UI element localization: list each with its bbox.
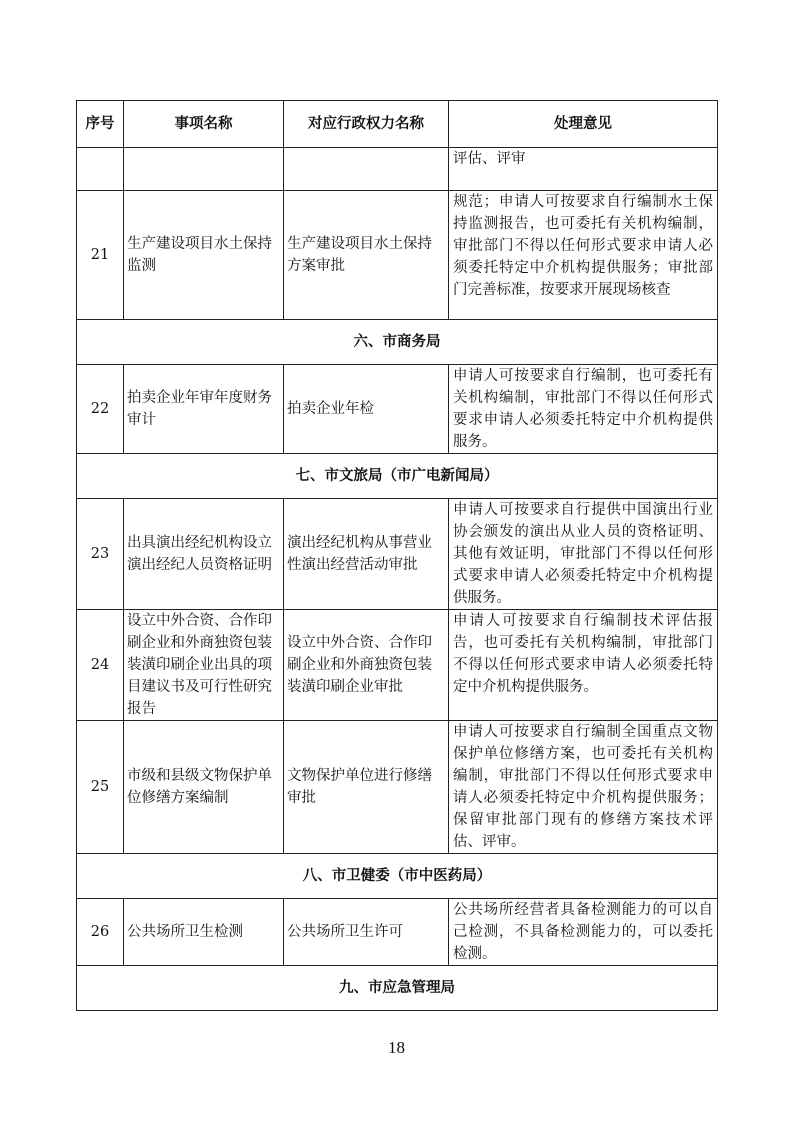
cell-opinion: 申请人可按要求自行编制，也可委托有关机构编制，审批部门不得以任何形式要求申请人必须委托特定中介机构提供服务。 xyxy=(449,365,718,454)
cell-opinion: 评估、评审 xyxy=(449,148,718,191)
cell-power: 设立中外合资、合作印刷企业和外商独资包装装潢印刷企业审批 xyxy=(284,610,449,721)
cell-power: 文物保护单位进行修缮审批 xyxy=(284,721,449,854)
table-row xyxy=(77,191,718,320)
section-row xyxy=(77,320,718,365)
cell-no: 21 xyxy=(77,191,124,320)
cell-item: 拍卖企业年审年度财务审计 xyxy=(124,365,284,454)
section-row xyxy=(77,966,718,1011)
table-row xyxy=(77,721,718,854)
header-item-name: 事项名称 xyxy=(124,101,284,148)
cell-power: 演出经纪机构从事营业性演出经营活动审批 xyxy=(284,499,449,610)
section-row xyxy=(77,854,718,899)
header-no: 序号 xyxy=(77,101,124,148)
cell-power: 拍卖企业年检 xyxy=(284,365,449,454)
cell-opinion: 申请人可按要求自行编制技术评估报告，也可委托有关机构编制，审批部门不得以任何形式要求申请人必须委托特定中介机构提供服务。 xyxy=(449,610,718,721)
cell-power: 生产建设项目水土保持方案审批 xyxy=(284,191,449,320)
page-number: 18 xyxy=(388,1038,405,1057)
cell-item: 生产建设项目水土保持监测 xyxy=(124,191,284,320)
cell-no xyxy=(77,148,124,191)
cell-no: 25 xyxy=(77,721,124,854)
section-title: 六、市商务局 xyxy=(77,320,718,365)
header-power-name: 对应行政权力名称 xyxy=(284,101,449,148)
policy-table xyxy=(76,100,718,1011)
cell-opinion: 规范；申请人可按要求自行编制水土保持监测报告，也可委托有关机构编制，审批部门不得以任何形式要求申请人必须委托特定中介机构提供服务；审批部门完善标准，按要求开展现场核查 xyxy=(449,191,718,320)
cell-no: 24 xyxy=(77,610,124,721)
table-row xyxy=(77,499,718,610)
table-row-continuation xyxy=(77,148,718,191)
cell-no: 22 xyxy=(77,365,124,454)
cell-no: 23 xyxy=(77,499,124,610)
section-title: 七、市文旅局（市广电新闻局） xyxy=(77,454,718,499)
table-row xyxy=(77,610,718,721)
cell-no: 26 xyxy=(77,899,124,966)
cell-item: 市级和县级文物保护单位修缮方案编制 xyxy=(124,721,284,854)
cell-item xyxy=(124,148,284,191)
section-row xyxy=(77,454,718,499)
section-title: 九、市应急管理局 xyxy=(77,966,718,1011)
cell-opinion: 申请人可按要求自行编制全国重点文物保护单位修缮方案，也可委托有关机构编制，审批部门不得以任何形式要求申请人必须委托特定中介机构提供服务；保留审批部门现有的修缮方案技术评估、评审。 xyxy=(449,721,718,854)
cell-item: 出具演出经纪机构设立演出经纪人员资格证明 xyxy=(124,499,284,610)
cell-item: 公共场所卫生检测 xyxy=(124,899,284,966)
table-header-row xyxy=(77,101,718,148)
table-row xyxy=(77,899,718,966)
cell-power xyxy=(284,148,449,191)
cell-power: 公共场所卫生许可 xyxy=(284,899,449,966)
cell-item: 设立中外合资、合作印刷企业和外商独资包装装潢印刷企业出具的项目建议书及可行性研究报告 xyxy=(124,610,284,721)
cell-opinion: 申请人可按要求自行提供中国演出行业协会颁发的演出从业人员的资格证明、其他有效证明，审批部门不得以任何形式要求申请人必须委托特定中介机构提供服务。 xyxy=(449,499,718,610)
table-row xyxy=(77,365,718,454)
section-title: 八、市卫健委（市中医药局） xyxy=(77,854,718,899)
header-opinion: 处理意见 xyxy=(449,101,718,148)
cell-opinion: 公共场所经营者具备检测能力的可以自己检测，不具备检测能力的，可以委托检测。 xyxy=(449,899,718,966)
